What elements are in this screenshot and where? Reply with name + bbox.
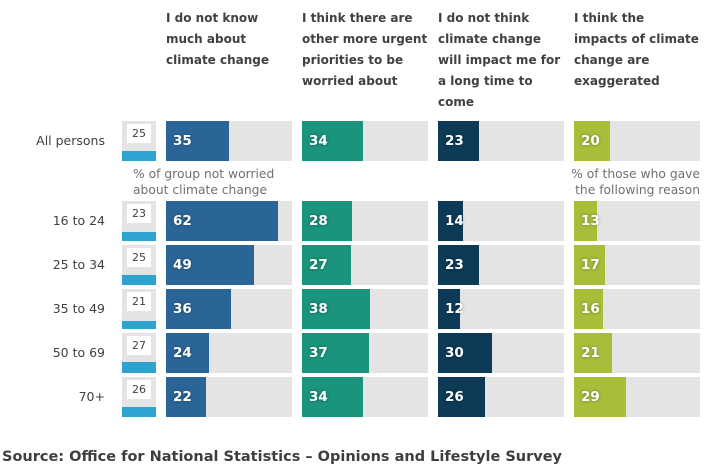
bar-fill: [166, 289, 231, 329]
chart-row: [2, 121, 708, 161]
bar-value: 12: [445, 301, 464, 317]
not-worried-value: 23: [127, 204, 151, 223]
bar-value: 24: [173, 345, 192, 361]
bar-value: 38: [309, 301, 328, 317]
bar-fill: [302, 121, 363, 161]
bar-track: [166, 245, 292, 285]
chart-row: [2, 289, 708, 329]
bar-fill: [438, 121, 479, 161]
bar-value: 34: [309, 389, 328, 405]
bar-track: [166, 377, 292, 417]
not-worried-mini-bar: [122, 121, 156, 161]
bar-fill: [574, 201, 600, 241]
annotation-spacer: [2, 163, 112, 198]
bar-track: [302, 377, 428, 417]
bar-track: [166, 333, 292, 373]
not-worried-value: 26: [127, 380, 151, 399]
bar-track: [574, 289, 700, 329]
bar-track: [166, 121, 292, 161]
bar-fill: [302, 333, 369, 373]
bar-value: 13: [581, 213, 600, 229]
bar-track: [302, 245, 428, 285]
bar-value: 30: [445, 345, 464, 361]
mini-bar-fill: [122, 321, 156, 329]
source-caption: Source: Office for National Statistics – Opinions and Lifestyle Survey: [2, 449, 563, 465]
bar-track: [574, 377, 700, 417]
bar-track: [166, 201, 292, 241]
bar-value: 17: [581, 257, 600, 273]
bar-value: 49: [173, 257, 192, 273]
row-label: 25 to 34: [52, 257, 105, 272]
bar-value: 27: [309, 257, 328, 273]
left-annotation: % of group not worried about climate change: [133, 167, 275, 197]
mini-bar-fill: [122, 407, 156, 417]
not-worried-value: 21: [127, 292, 151, 311]
not-worried-mini-bar: [122, 201, 156, 241]
bar-value: 28: [309, 213, 328, 229]
bar-track: [438, 289, 564, 329]
bar-fill: [574, 289, 603, 329]
not-worried-value: 25: [127, 248, 151, 267]
bar-value: 34: [309, 133, 328, 149]
bar-fill: [302, 245, 351, 285]
bar-track: [302, 201, 428, 241]
bar-track: [574, 201, 700, 241]
bar-fill: [438, 201, 463, 241]
bar-fill: [574, 333, 612, 373]
bar-track: [438, 245, 564, 285]
bar-track: [438, 377, 564, 417]
bar-fill: [166, 121, 229, 161]
bar-track: [302, 289, 428, 329]
not-worried-mini-bar: [122, 289, 156, 329]
bar-value: 36: [173, 301, 192, 317]
row-label: 70+: [78, 389, 105, 404]
mini-bar-fill: [122, 151, 156, 161]
chart-row: [2, 245, 708, 285]
mini-bar-fill: [122, 232, 156, 241]
bar-track: [574, 245, 700, 285]
not-worried-mini-bar: [122, 377, 156, 417]
bar-track: [438, 121, 564, 161]
not-worried-mini-bar: [122, 333, 156, 373]
row-label: 50 to 69: [52, 345, 105, 360]
bar-track: [302, 333, 428, 373]
bar-value: 21: [581, 345, 600, 361]
bar-value: 16: [581, 301, 600, 317]
bar-value: 23: [445, 133, 464, 149]
bar-fill: [574, 121, 610, 161]
row-label: All persons: [36, 133, 105, 148]
bar-value: 26: [445, 389, 464, 405]
annotations-row: [2, 163, 708, 198]
bar-fill: [438, 289, 464, 329]
column-headers-row: [2, 8, 708, 113]
bar-track: [438, 333, 564, 373]
bar-value: 35: [173, 133, 192, 149]
chart-row: [2, 333, 708, 373]
bar-fill: [438, 377, 485, 417]
bar-track: [166, 289, 292, 329]
column-header-1: I do not know much about climate change: [166, 11, 270, 67]
bar-fill: [302, 289, 370, 329]
bar-fill: [438, 245, 479, 285]
bar-fill: [302, 201, 352, 241]
bar-fill: [166, 377, 206, 417]
bar-fill: [302, 377, 363, 417]
bar-fill: [166, 201, 278, 241]
not-worried-value: 27: [127, 336, 151, 355]
row-label: 35 to 49: [52, 301, 105, 316]
bar-fill: [438, 333, 492, 373]
bar-fill: [574, 245, 605, 285]
column-header-2: I think there are other more urgent priorities to be worried about: [302, 11, 428, 88]
column-header-4: I think the impacts of climate change are exaggerated: [574, 11, 699, 88]
bar-value: 37: [309, 345, 328, 361]
mini-bar-fill: [122, 275, 156, 285]
bar-value: 23: [445, 257, 464, 273]
bar-track: [302, 121, 428, 161]
column-header-3: I do not think climate change will impact me for a long time to come: [438, 11, 561, 109]
bar-value: 22: [173, 389, 192, 405]
chart-row: [2, 201, 708, 241]
row-label: 16 to 24: [52, 213, 105, 228]
bar-track: [574, 121, 700, 161]
bar-value: 62: [173, 213, 192, 229]
right-annotation: % of those who gave the following reason: [571, 167, 700, 197]
bar-value: 14: [445, 213, 464, 229]
chart-row: [2, 377, 708, 417]
mini-bar-fill: [122, 362, 156, 373]
bar-value: 29: [581, 389, 600, 405]
bar-fill: [166, 333, 209, 373]
bar-value: 20: [581, 133, 600, 149]
bar-fill: [574, 377, 626, 417]
not-worried-mini-bar: [122, 245, 156, 285]
bar-track: [574, 333, 700, 373]
not-worried-value: 25: [127, 124, 151, 143]
bar-fill: [166, 245, 254, 285]
bar-track: [438, 201, 564, 241]
